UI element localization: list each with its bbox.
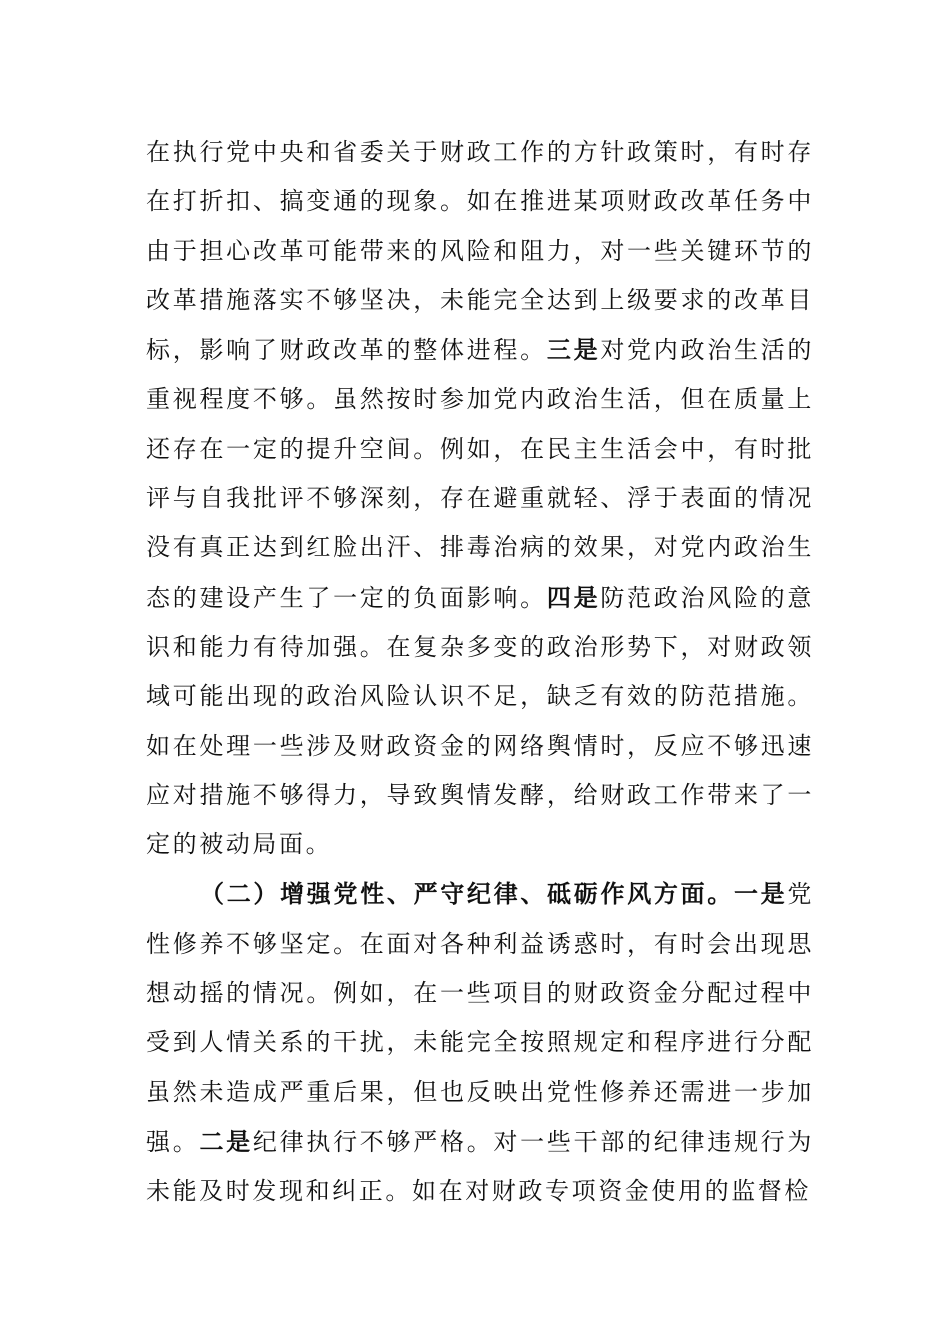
bold-label-third: 三是 [546, 335, 601, 365]
body-text [146, 128, 814, 1217]
paragraph-party-spirit [146, 869, 814, 1216]
text-segment: 对党内政治生活的重视程度不够。虽然按时参加党内政治生活，但在质量上还存在一定的提升空间。例如，在民主生活会中，有时批评与自我批评不够深刻，存在避重就轻、浮于表面的情况没有真正达到红脸出汗、排毒治病的效果，对党内政治生态的建设产生了一定的负面影响。 [146, 336, 814, 612]
text-segment: 防范政治风险的意识和能力有待加强。在复杂多变的政治形势下，对财政领域可能出现的政治风险认识不足，缺乏有效的防范措施。如在处理一些涉及财政资金的网络舆情时，反应不够迅速应对措施不够得力，导致舆情发酵，给财政工作带来了一定的被动局面。 [146, 583, 814, 859]
paragraph-political-discipline [146, 128, 814, 869]
bold-label-fourth: 四是 [546, 582, 601, 612]
text-segment: 党性修养不够坚定。在面对各种利益诱惑时，有时会出现思想动摇的情况。例如，在一些项目的财政资金分配过程中受到人情关系的干扰，未能完全按照规定和程序进行分配虽然未造成严重后果，但也反映出党性修养还需进一步加强。 [146, 880, 814, 1156]
text-segment: 在执行党中央和省委关于财政工作的方针政策时，有时存在打折扣、搞变通的现象。如在推进某项财政改革任务中由于担心改革可能带来的风险和阻力，对一些关键环节的改革措施落实不够坚决，未能完全达到上级要求的改革目标，影响了财政改革的整体进程。 [146, 138, 814, 365]
bold-label-second: 二是 [199, 1126, 253, 1156]
text-segment: 纪律执行不够严格。对一些干部的纪律违规行为未能及时发现和纠正。如在对财政专项资金使用的监督检 [146, 1127, 814, 1206]
section-heading-two: （二）增强党性、严守纪律、砥砺作风方面。一是 [200, 879, 788, 909]
